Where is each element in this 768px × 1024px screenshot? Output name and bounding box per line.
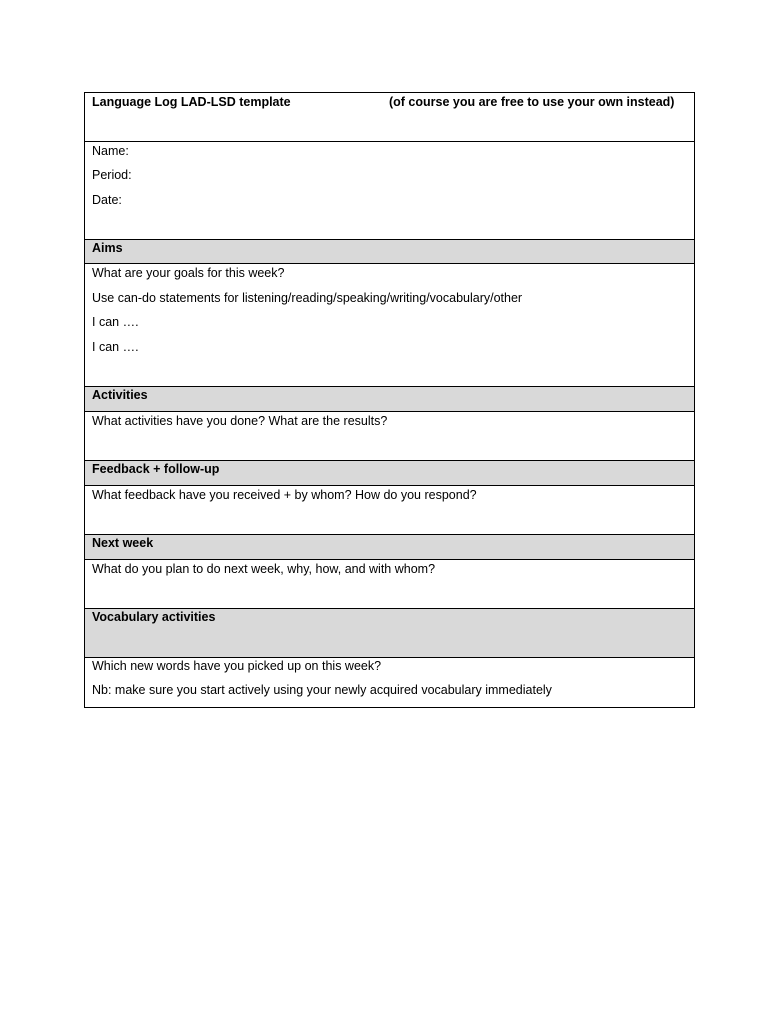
aims-content-row — [85, 264, 694, 387]
next-week-question: What do you plan to do next week, why, how, and with whom? — [92, 562, 436, 576]
vocabulary-heading: Vocabulary activities — [92, 610, 216, 624]
language-log-table — [84, 92, 695, 708]
date-label: Date: — [92, 193, 122, 207]
activities-question: What activities have you done? What are the results? — [92, 414, 388, 428]
activities-heading-row — [85, 387, 694, 412]
name-label: Name: — [92, 144, 129, 158]
aims-instruction: Use can-do statements for listening/reading/speaking/writing/vocabulary/other — [92, 291, 523, 305]
next-week-content-row — [85, 560, 694, 609]
aims-question: What are your goals for this week? — [92, 266, 285, 280]
document-title: Language Log LAD-LSD template — [92, 95, 291, 109]
feedback-question: What feedback have you received + by whom? How do you respond? — [92, 488, 477, 502]
activities-heading: Activities — [92, 388, 148, 402]
vocabulary-content-row — [85, 658, 694, 707]
vocabulary-note: Nb: make sure you start actively using your newly acquired vocabulary immediately — [92, 683, 552, 697]
can-do-line-1: I can …. — [92, 315, 139, 329]
feedback-heading-row — [85, 461, 694, 486]
identity-row — [85, 142, 694, 240]
vocabulary-heading-row — [85, 609, 694, 658]
next-week-heading: Next week — [92, 536, 154, 550]
period-label: Period: — [92, 168, 132, 182]
title-row — [85, 93, 694, 142]
aims-heading: Aims — [92, 241, 123, 255]
aims-heading-row — [85, 240, 694, 264]
feedback-content-row — [85, 486, 694, 535]
activities-content-row — [85, 412, 694, 461]
vocabulary-question: Which new words have you picked up on this week? — [92, 659, 382, 673]
can-do-line-2: I can …. — [92, 340, 139, 354]
template-note: (of course you are free to use your own instead) — [389, 95, 675, 109]
feedback-heading: Feedback + follow-up — [92, 462, 220, 476]
next-week-heading-row — [85, 535, 694, 560]
